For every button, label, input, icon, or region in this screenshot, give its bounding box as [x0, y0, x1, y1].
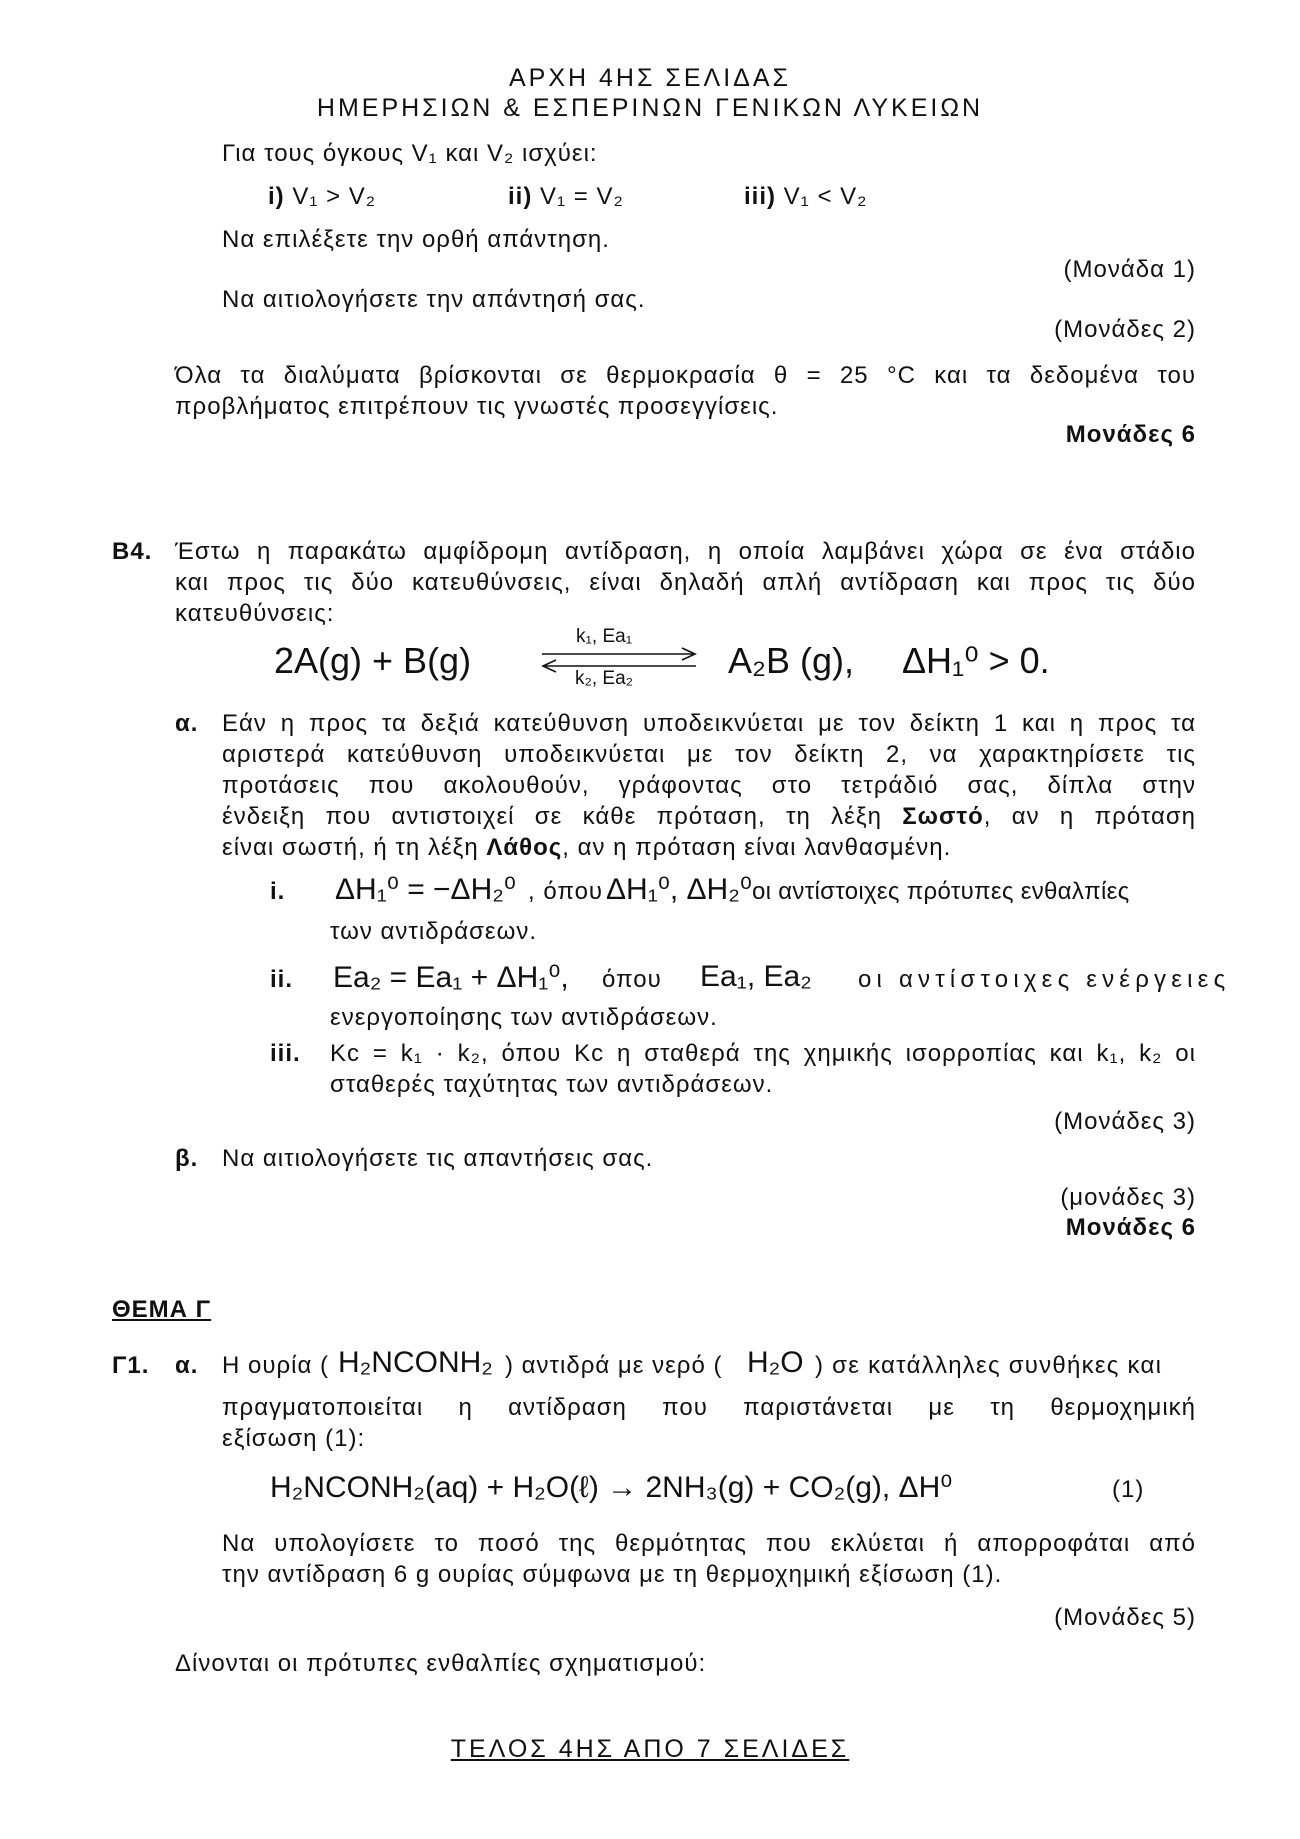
- points-2: (Μονάδες 2): [1054, 316, 1196, 343]
- g1-line1a: Η ουρία (: [222, 1352, 329, 1379]
- b4-alpha-label: α.: [175, 710, 199, 737]
- b4-alpha-line1: Εάν η προς τα δεξιά κατεύθυνση υποδεικνύεται με τον δείκτη 1 και η προς τα: [222, 710, 1196, 737]
- page-header-line1: ΑΡΧΗ 4ΗΣ ΣΕΛΙΔΑΣ: [509, 64, 791, 92]
- statement-i-equation: ΔH₁⁰ = −ΔH₂⁰: [335, 873, 516, 906]
- points-beta: (μονάδες 3): [1060, 1184, 1196, 1211]
- statement-i-text1: , όπου: [528, 878, 604, 905]
- word-wrong: Λάθος: [486, 834, 563, 861]
- arrow-top-label: k₁, Ea₁: [576, 626, 633, 647]
- g1-line1b: ) αντιδρά με νερό (: [505, 1352, 723, 1379]
- b4-intro-line1: Έστω η παρακάτω αμφίδρομη αντίδραση, η οποία λαμβάνει χώρα σε ένα στάδιο: [175, 538, 1196, 565]
- total-points-b4: Μονάδες 6: [1065, 1214, 1196, 1241]
- volumes-intro: Για τους όγκους V₁ και V₂ ισχύει:: [222, 140, 598, 167]
- option-iii: [744, 183, 867, 211]
- statement-ii-label: ii.: [270, 966, 294, 993]
- solutions-note-line1: Όλα τα διαλύματα βρίσκονται σε θερμοκρασία θ = 25 °C και τα δεδομένα του: [175, 362, 1196, 389]
- b4-alpha-text: [222, 708, 1196, 863]
- b4-equation-left: 2A(g) + B(g): [274, 640, 472, 681]
- option-ii-label: ii): [508, 183, 533, 210]
- statement-i-text2: οι αντίστοιχες πρότυπες ενθαλπίες: [752, 878, 1130, 905]
- option-i: [268, 183, 376, 211]
- g1-calc-line2: την αντίδραση 6 g ουρίας σύμφωνα με τη θερμοχημική εξίσωση (1).: [222, 1561, 1003, 1588]
- given-enthalpies-intro: Δίνονται οι πρότυπες ενθαλπίες σχηματισμού:: [175, 1650, 707, 1677]
- b4-alpha-line4a: ένδειξη που αντιστοιχεί σε κάθε πρόταση, τη λέξη: [222, 803, 903, 830]
- g1-line2: πραγματοποιείται η αντίδραση που παριστάνεται με τη θερμοχημική: [222, 1394, 1196, 1421]
- option-i-text: V₁ > V₂: [284, 183, 377, 210]
- statement-ii-equation: Ea₂ = Ea₁ + ΔH₁⁰,: [333, 961, 569, 994]
- statement-i-equation2: ΔH₁⁰, ΔH₂⁰: [606, 873, 752, 906]
- statement-iii-label: iii.: [270, 1040, 301, 1067]
- b4-alpha-line5: [222, 832, 1196, 863]
- word-correct: Σωστό: [902, 803, 984, 830]
- question-b4-label: Β4.: [112, 538, 153, 565]
- points-g1: (Μονάδες 5): [1054, 1604, 1196, 1631]
- option-iii-label: iii): [744, 183, 776, 210]
- justify-instruction: Να αιτιολογήσετε την απάντησή σας.: [222, 286, 646, 313]
- g1-line3: εξίσωση (1):: [222, 1425, 366, 1452]
- b4-alpha-line5c: , αν η πρόταση είναι λανθασμένη.: [562, 834, 952, 861]
- page-header-line2: ΗΜΕΡΗΣΙΩΝ & ΕΣΠΕΡΙΝΩΝ ΓΕΝΙΚΩΝ ΛΥΚΕΙΩΝ: [316, 94, 984, 122]
- b4-alpha-line5a: είναι σωστή, ή τη λέξη: [222, 834, 487, 861]
- g1-calc-text: [222, 1528, 1196, 1590]
- points-1: (Μονάδα 1): [1063, 256, 1196, 283]
- b4-intro-line3: κατευθύνσεις:: [175, 600, 335, 627]
- section-title-thema-g: ΘΕΜΑ Γ: [112, 1296, 212, 1323]
- b4-beta-label: β.: [175, 1145, 199, 1172]
- statement-i-label: i.: [270, 878, 286, 905]
- choose-instruction: Να επιλέξετε την ορθή απάντηση.: [222, 226, 610, 253]
- points-alpha: (Μονάδες 3): [1054, 1108, 1196, 1135]
- equation-number: (1): [1112, 1476, 1145, 1503]
- statement-iii-text: [330, 1038, 1196, 1100]
- statement-i-text3: των αντιδράσεων.: [330, 918, 538, 945]
- g1-water-formula: H₂O: [747, 1346, 804, 1379]
- b4-equation-enthalpy: ΔH₁⁰ > 0.: [902, 640, 1050, 681]
- g1-urea-formula: H₂NCONH₂: [338, 1346, 493, 1379]
- solutions-note: [175, 360, 1196, 422]
- statement-iii-line2: σταθερές ταχύτητας των αντιδράσεων.: [330, 1071, 774, 1098]
- statement-ii-equation2: Ea₁, Ea₂: [700, 960, 812, 993]
- b4-alpha-line4c: , αν η πρόταση: [983, 803, 1196, 830]
- statement-iii-line1: Kc = k₁ · k₂, όπου Kc η σταθερά της χημικής ισορροπίας και k₁, k₂ οι: [330, 1040, 1196, 1067]
- b4-alpha-line2: αριστερά κατεύθυνση υποδεικνύεται με τον δείκτη 2, να χαρακτηρίσετε τις: [222, 741, 1196, 768]
- option-i-label: i): [268, 183, 285, 210]
- solutions-note-line2: προβλήματος επιτρέπουν τις γνωστές προσεγγίσεις.: [175, 393, 779, 420]
- b4-intro: [175, 536, 1196, 629]
- b4-equation-right: A₂B (g),: [728, 640, 854, 681]
- option-ii-text: V₁ = V₂: [532, 183, 624, 210]
- statement-ii-text1: όπου: [602, 966, 662, 993]
- option-iii-text: V₁ < V₂: [776, 183, 868, 210]
- question-g1-label: Γ1.: [112, 1352, 150, 1379]
- g1-text: [222, 1392, 1196, 1454]
- g1-calc-line1: Να υπολογίσετε το ποσό της θερμότητας που εκλύεται ή απορροφάται από: [222, 1530, 1196, 1557]
- option-ii: [508, 183, 624, 211]
- thermochemical-equation: H₂NCONH₂(aq) + H₂O(ℓ) → 2NH₃(g) + CO₂(g), ΔH⁰: [270, 1471, 953, 1504]
- b4-alpha-line3: προτάσεις που ακολουθούν, γράφοντας στο τετράδιό σας, δίπλα στην: [222, 772, 1196, 799]
- statement-ii-text2: οι αντίστοιχες ενέργειες: [858, 966, 1231, 993]
- page-footer: ΤΕΛΟΣ 4ΗΣ ΑΠΟ 7 ΣΕΛΙΔΕΣ: [450, 1735, 850, 1763]
- total-points-top: Μονάδες 6: [1065, 421, 1196, 448]
- statement-ii-text3: ενεργοποίησης των αντιδράσεων.: [330, 1004, 718, 1031]
- b4-beta-text: Να αιτιολογήσετε τις απαντήσεις σας.: [222, 1145, 654, 1172]
- g1-line1c: ) σε κατάλληλες συνθήκες και: [815, 1352, 1163, 1379]
- b4-alpha-line4: [222, 801, 1196, 832]
- b4-intro-line2: και προς τις δύο κατευθύνσεις, είναι δηλαδή απλή αντίδραση και προς τις δύο: [175, 569, 1196, 596]
- arrow-bottom-label: k₂, Ea₂: [575, 668, 634, 689]
- g1-alpha-label: α.: [175, 1352, 199, 1379]
